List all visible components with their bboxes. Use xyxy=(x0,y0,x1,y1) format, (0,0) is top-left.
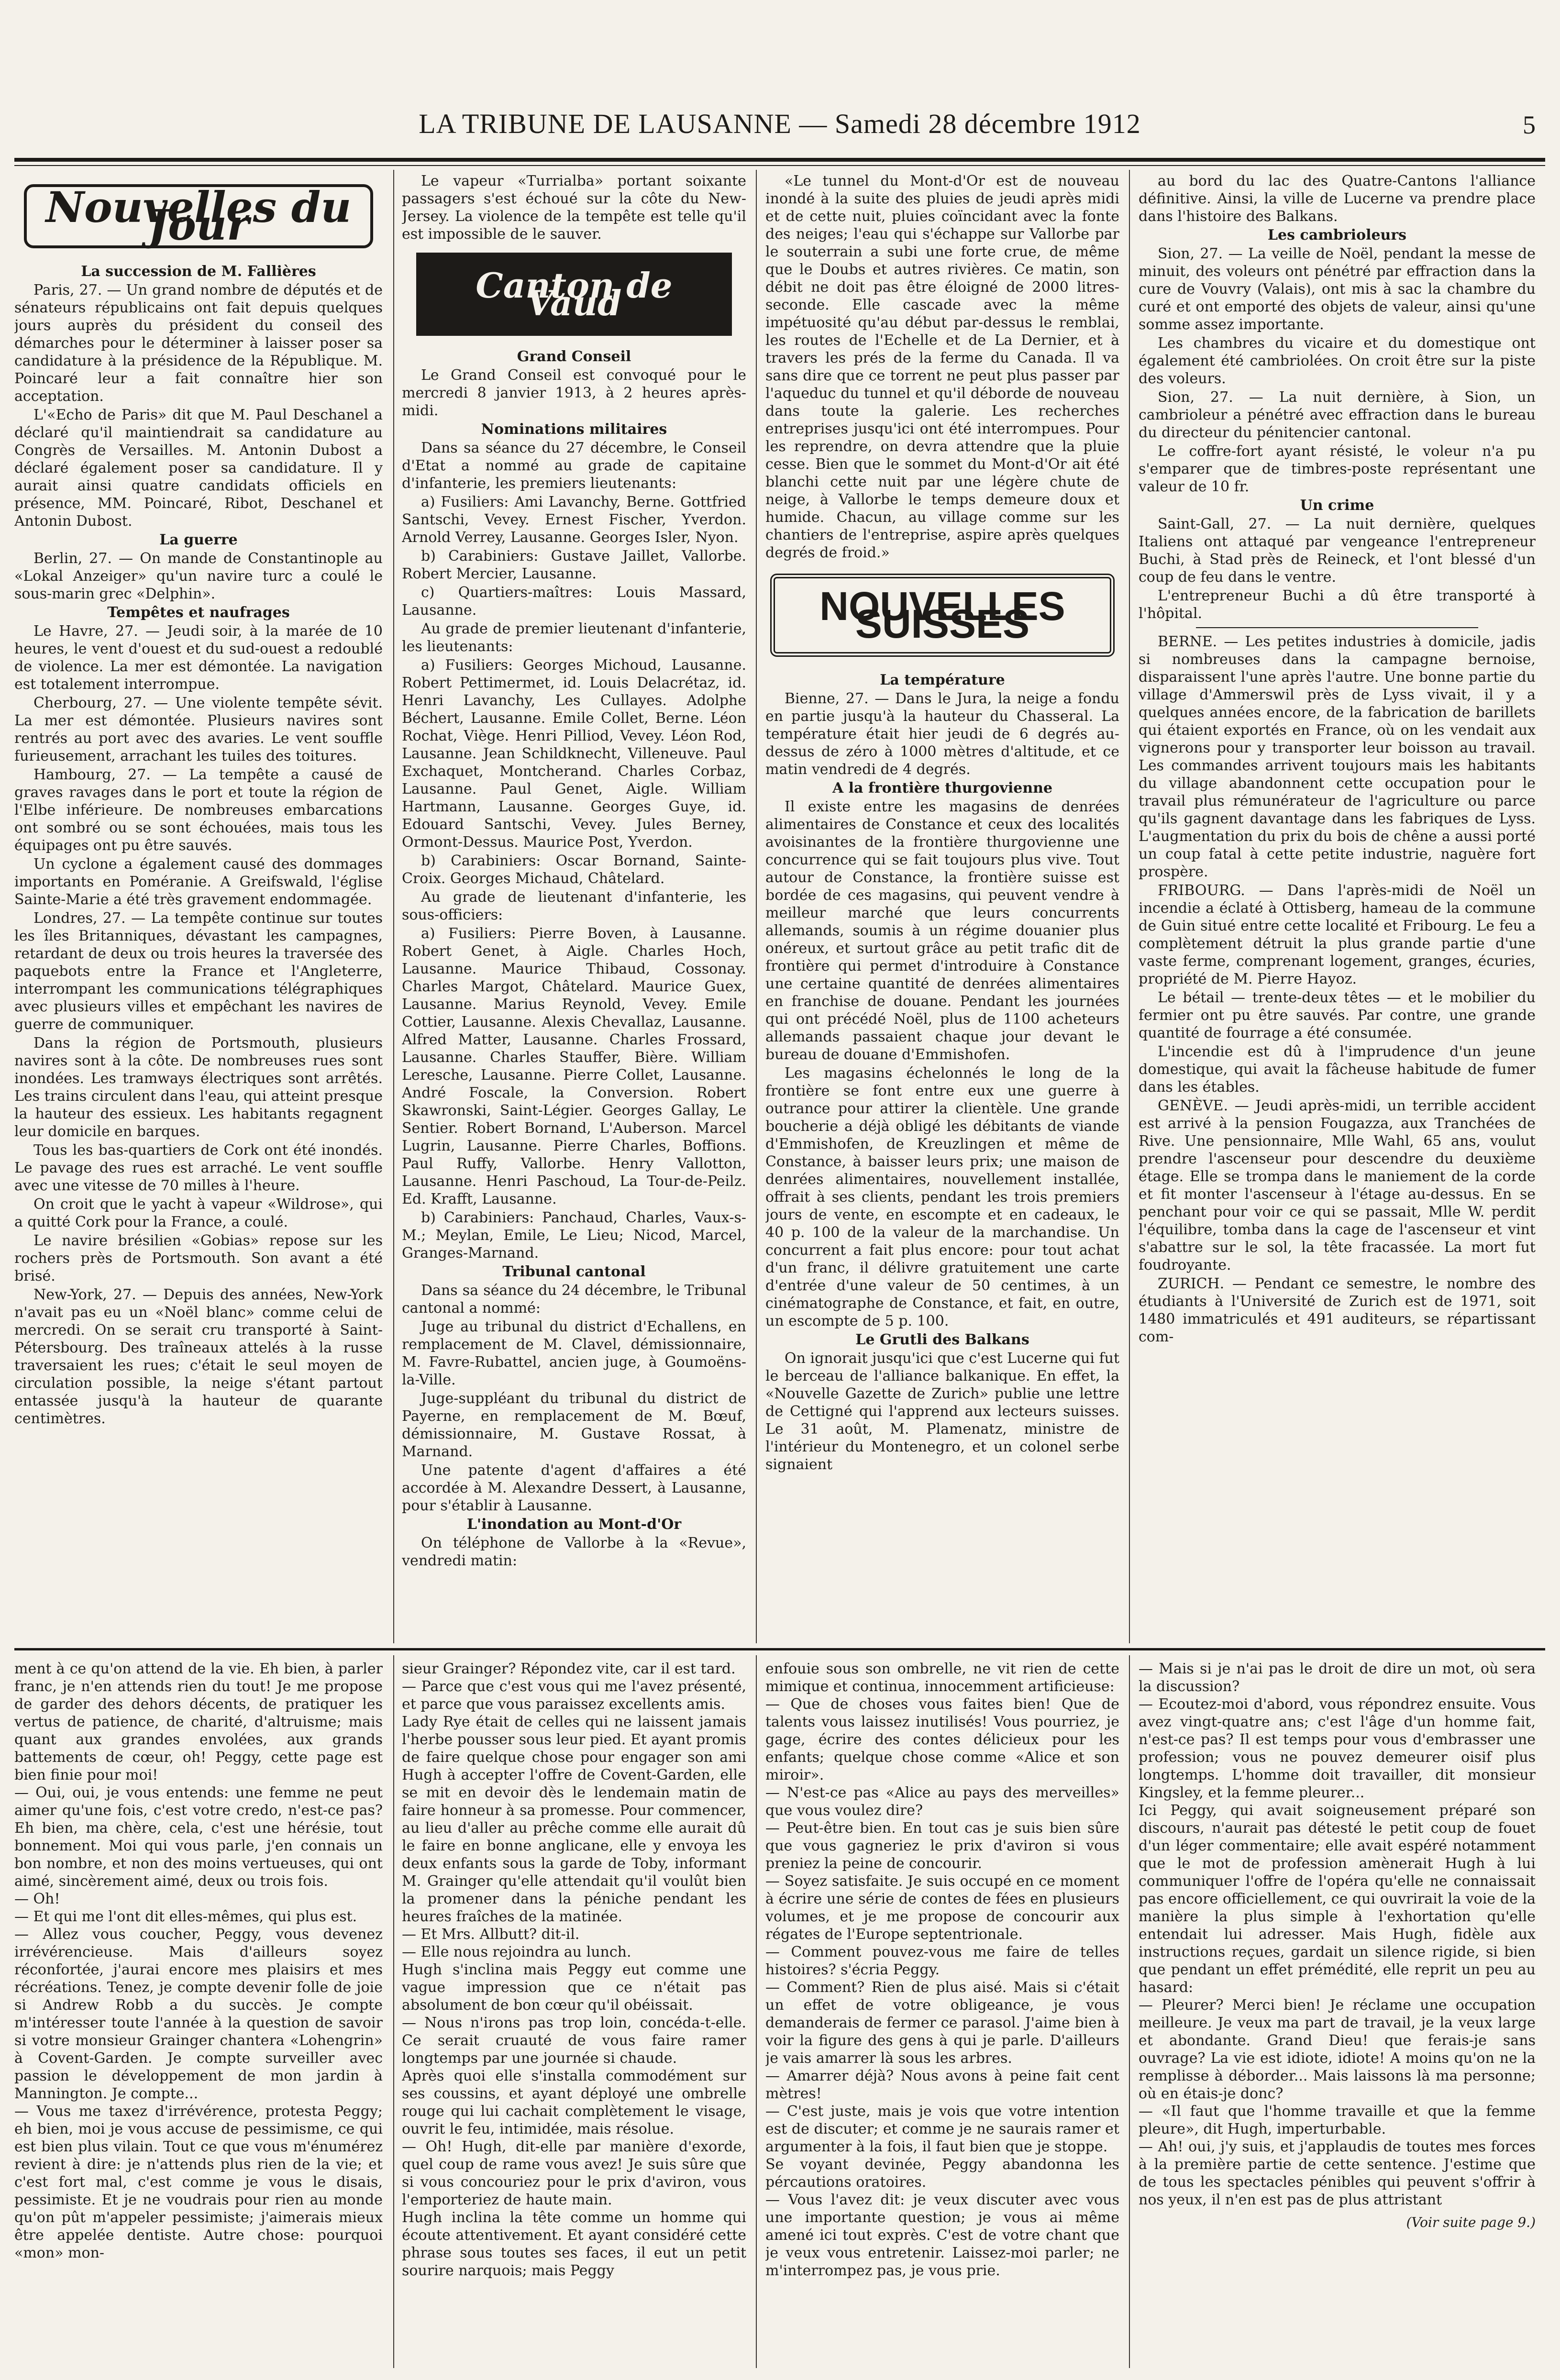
section-heading: Un crime xyxy=(1300,497,1374,514)
article-paragraph: Tous les bas-quartiers de Cork ont été inondés. Le pavage des rues est arraché. Le vent souffle avec une vitesse de 70 milles à l'heure. xyxy=(14,1142,383,1194)
article-paragraph: Le Havre, 27. — Jeudi soir, à la marée de 10 heures, le vent d'ouest et du sud-ouest a redoublé de violence. La mer est démontée. La navigation est totalement interrompue. xyxy=(14,623,383,693)
section-heading: Nominations militaires xyxy=(481,421,667,438)
article-paragraph: b) Carabiniers: Oscar Bornand, Sainte-Croix. Georges Michaud, Châtelard. xyxy=(402,852,746,887)
article-paragraph: Dans sa séance du 27 décembre, le Conseil d'Etat a nommé au grade de capitaine d'infanterie, les premiers lieutenants: xyxy=(402,440,746,492)
article-paragraph: Les magasins échelonnés le long de la frontière se font entre eux une guerre à outrance pour attirer la clientèle. Une grande boucherie a déjà obligé les débitants de viande d'Emmishofen, de Kreuzlingen et même de Constance, à baisser leurs prix; une maison de denrées alimentaires, nouvellement installée, offrait à ses clients, pendant les trois premiers jours de vente, en escompte et en cadeaux, le 40 p. 100 de la valeur de la marchandise. Un concurrent a fait plus encore: pour tout achat d'un franc, il délivre gratuitement une carte d'entrée d'une valeur de 50 centimes, à un cinématographe de Constance, et fait, en outre, un escompte de 5 p. 100. xyxy=(765,1065,1119,1329)
article-paragraph: L'«Echo de Paris» dit que M. Paul Deschanel a déclaré qu'il maintiendrait sa candidature au Congrès de Versailles. M. Antonin Dubost a déclaré également poser sa candidature. Il y aurait ainsi quatre candidats officiels en présence, MM. Poincaré, Ribot, Deschanel et Antonin Dubost. xyxy=(14,407,383,530)
feuilleton-column-4 xyxy=(1139,1660,1536,2366)
article-paragraph: L'incendie est dû à l'imprudence d'un jeune domestique, qui avait la fâcheuse habitude de fumer dans les étables. xyxy=(1139,1043,1536,1096)
article-paragraph: On croit que le yacht à vapeur «Wildrose», qui a quitté Cork pour la France, a coulé. xyxy=(14,1196,383,1230)
masthead-rule-thin xyxy=(14,165,1545,166)
section-heading: L'inondation au Mont-d'Or xyxy=(466,1516,682,1533)
article-paragraph: Il existe entre les magasins de denrées alimentaires de Constance et ceux des localités avoisinantes de la frontière thurgovienne une concurrence qui se fait toujours plus vive. Tout autour de Constance, la frontière suisse est bordée de ces magasins, qui peuvent vendre à meilleur marché que leurs concurrents allemands, soumis à un régime douanier plus onéreux, et surtout grâce au petit trafic dit de frontière qui permet d'introduire à Constance une certaine quantité de denrées alimentaires en franchise de douane. Pendant les journées qui ont précédé Noël, plus de 1100 acheteurs allemands passaient chaque jour devant le bureau de douane d'Emmishofen. xyxy=(765,798,1119,1063)
article-paragraph: Sion, 27. — La veille de Noël, pendant la messe de minuit, des voleurs ont pénétré par effraction dans la cure de Vouvry (Valais), ont mis à sac la chambre du curé et ont emporté des objets de valeur, ainsi qu'une somme assez importante. xyxy=(1139,245,1536,333)
article-paragraph: Saint-Gall, 27. — La nuit dernière, quelques Italiens ont attaqué par vengeance l'entrepreneur Buchi, à Stad près de Reineck, et l'ont blessé d'un coup de feu dans le ventre. xyxy=(1139,516,1536,586)
feuilleton-column-1: ment à ce qu'on attend de la vie. Eh bien, à parler franc, je n'en attends rien du tout! Je me propose de garder des dehors décents, de pratiquer les vertus de patience, de charité, d'altruisme; mais quant aux grandes envolées, aux grands battements de cœur, oh! Peggy, cette page est bien finie pour moi! — Oui, oui, je vous entends: une femme ne peut aimer qu'une fois, c'est votre credo, n'est-ce pas? Eh bien, ma chère, cela, c'est une hérésie, tout bonnement. Moi qui vous parle, j'en connais un bon nombre, et non des moins vertueuses, qui ont aimé, sincèrement aimé, deux ou trois fois. — Oh! — Et qui me l'ont dit elles-mêmes, qui plus est. — Allez vous coucher, Peggy, vous devenez irrévérencieuse. Mais d'ailleurs soyez réconfortée, j'aurai encore mes plaisirs et mes récréations. Tenez, je compte devenir folle de joie si Andrew Robb a du succès. Je compte m'intéresser toute l'année à la question de savoir si votre monsieur Grainger chantera «Lohengrin» à Covent-Garden. Je compte surveiller avec passion le développement de mon jardin à Mannington. Je compte... — Vous me taxez d'irrévérence, protesta Peggy; eh bien, moi je vous accuse de pessimisme, ce qui est bien plus vilain. Tout ce que vous m'énumérez revient à dire: je n'attends plus rien de la vie; et c'est fort mal, c'est comme je vous le disais, pessimiste. Et je ne voudrais pour rien au monde qu'on pût m'appeler pessimiste; j'aimerais mieux être appelée dentiste. Autre chose: pourquoi «mon» mon- xyxy=(14,1660,383,2261)
article-paragraph: On ignorait jusqu'ici que c'est Lucerne qui fut le berceau de l'alliance balkanique. En effet, la «Nouvelle Gazette de Zurich» publie une lettre de Cettigné qui l'apprend aux lecteurs suisses. Le 31 août, M. Plamenatz, ministre de l'intérieur du Montenegro, et un colonel serbe signaient xyxy=(765,1350,1119,1473)
column-divider xyxy=(1129,170,1130,1643)
continuation-note: (Voir suite page 9.) xyxy=(1406,2214,1536,2230)
article-paragraph: GENÈVE. — Jeudi après-midi, un terrible accident est arrivé à la pension Fougazza, aux Tranchées de Rive. Une pensionnaire, Mlle Wahl, 65 ans, voulut prendre l'ascenseur pour descendre du deuxième étage. Elle se trompa dans le maniement de la corde et fit monter l'ascenseur à l'étage au-dessus. En se penchant pour voir ce qui se passait, Mlle W. perdit l'équilibre, tomba dans la cage de l'ascenseur et vint s'abattre sur le sol, la tête fracassée. La mort fut foudroyante. xyxy=(1139,1097,1536,1273)
article-paragraph: Hambourg, 27. — La tempête a causé de graves ravages dans le port et toute la région de l'Elbe inférieure. De nombreuses embarcations ont sombré ou se sont échouées, mais tous les équipages ont pu être sauvés. xyxy=(14,766,383,854)
article-paragraph: Les chambres du vicaire et du domestique ont également été cambriolées. On croit être sur la piste des voleurs. xyxy=(1139,335,1536,387)
column-divider xyxy=(756,170,757,1643)
banner-nouvelles-du-jour: Nouvelles du Jour xyxy=(24,184,373,248)
article-paragraph: Londres, 27. — La tempête continue sur toutes les îles Britanniques, dévastant les campagnes, retardant de deux ou trois heures la traversée des paquebots entre la France et l'Angleterre, interrompant les communications télégraphiques avec plusieurs villes et empêchant les navires de guerre de communiquer. xyxy=(14,910,383,1033)
article-paragraph: ZURICH. — Pendant ce semestre, le nombre des étudiants à l'Université de Zurich est de 1971, soit 1480 immatriculés et 491 auditeurs, se répartissant com- xyxy=(1139,1275,1536,1345)
section-heading: Grand Conseil xyxy=(517,348,631,365)
article-paragraph: a) Fusiliers: Georges Michoud, Lausanne. Robert Pettimermet, id. Louis Delacrétaz, id. Henri Lavanchy, Les Cullayes. Adolphe Béchert, Lausanne. Emile Collet, Berne. Léon Rochat, Viège. Henri Pilliod, Vevey. Léon Rod, Lausanne. Jean Schildknecht, Villeneuve. Paul Exchaquet, Montcherand. Charles Corbaz, Lausanne. Paul Genet, Aigle. William Hartmann, Lausanne. Georges Guye, id. Edouard Santschi, Vevey. Jules Berney, Ormont-Dessus. Maurice Post, Yverdon. xyxy=(402,657,746,851)
article-paragraph: Cherbourg, 27. — Une violente tempête sévit. La mer est démontée. Plusieurs navires sont rentrés au port avec des avaries. Le vent souffle furieusement, arrachant les tuiles des toitures. xyxy=(14,695,383,764)
article-paragraph: Bienne, 27. — Dans le Jura, la neige a fondu en partie jusqu'à la hauteur du Chasseral. La température était hier jeudi de 6 degrés au-dessus de zéro à 1000 mètres d'altitude, et ce matin vendredi de 4 degrés. xyxy=(765,690,1119,778)
article-paragraph: FRIBOURG. — Dans l'après-midi de Noël un incendie a éclaté à Ottisberg, hameau de la commune de Guin situé entre cette localité et Fribourg. Le feu a complètement détruit la plus grande partie d'une vaste ferme, comprenant logement, granges, écuries, propriété de M. Pierre Hayoz. xyxy=(1139,882,1536,987)
article-paragraph: Au grade de lieutenant d'infanterie, les sous-officiers: xyxy=(402,889,746,923)
article-paragraph: b) Carabiniers: Gustave Jaillet, Vallorbe. Robert Mercier, Lausanne. xyxy=(402,548,746,582)
column-divider xyxy=(393,170,394,1643)
banner-canton-de-vaud: Canton de Vaud xyxy=(416,253,732,336)
article-paragraph: a) Fusiliers: Pierre Boven, à Lausanne. Robert Genet, à Aigle. Charles Hoch, Lausanne. Maurice Thibaud, Cossonay. Charles Margot, Châtelard. Maurice Guex, Lausanne. Marius Reynold, Vevey. Emile Cottier, Lausanne. Alexis Chevallaz, Lausanne. Alfred Matter, Lausanne. Charles Frossard, Lausanne. Charles Stauffer, Bière. William Leresche, Lausanne. Pierre Collet, Lausanne. André Foscale, la Conversion. Robert Skawronski, Saint-Légier. Georges Gallay, Le Sentier. Robert Bornand, L'Auberson. Marcel Lugrin, Lausanne. Pierre Charles, Boffions. Paul Ruffy, Vallorbe. Henry Vallotton, Lausanne. Henri Paschoud, La Tour-de-Peilz. Ed. Krafft, Lausanne. xyxy=(402,925,746,1207)
article-paragraph: Le coffre-fort ayant résisté, le voleur n'a pu s'emparer que de timbres-poste représentant une valeur de 10 fr. xyxy=(1139,443,1536,495)
article-paragraph: Dans sa séance du 24 décembre, le Tribunal cantonal a nommé: xyxy=(402,1282,746,1317)
feuilleton-rule xyxy=(14,1648,1545,1650)
masthead-rule-thick xyxy=(14,158,1545,162)
article-paragraph: Le Grand Conseil est convoqué pour le mercredi 8 janvier 1913, à 2 heures après-midi. xyxy=(402,367,746,419)
article-paragraph: Paris, 27. — Un grand nombre de députés et de sénateurs républicains ont fait depuis quelques jours auprès du président du conseil des démarches pour le déterminer à laisser poser sa candidature à la présidence de la République. M. Poincaré leur a fait connaître hier son acceptation. xyxy=(14,282,383,405)
section-heading: Les cambrioleurs xyxy=(1267,227,1407,244)
section-heading: La température xyxy=(880,672,1005,688)
column-canton-de-vaud xyxy=(402,172,746,1631)
section-heading: Tribunal cantonal xyxy=(502,1263,646,1280)
article-paragraph: au bord du lac des Quatre-Cantons l'alliance définitive. Ainsi, la ville de Lucerne va prendre place dans l'histoire des Balkans. xyxy=(1139,173,1536,225)
masthead xyxy=(14,98,1545,155)
article-paragraph: Le bétail — trente-deux têtes — et le mobilier du fermier ont pu être sauvés. Par contre, une grande quantité de fourrage a été consumée. xyxy=(1139,989,1536,1041)
article-paragraph: On téléphone de Vallorbe à la «Revue», vendredi matin: xyxy=(402,1535,746,1569)
article-paragraph: Dans la région de Portsmouth, plusieurs navires sont à la côte. De nombreuses rues sont inondées. Les tramways électriques sont arrêtés. Les trains circulent dans l'eau, qui atteint presque la hauteur des essieux. Les habitants regagnent leur domicile en barques. xyxy=(14,1035,383,1140)
column-divider xyxy=(1129,1655,1130,2368)
feuilleton-column-3: enfouie sous son ombrelle, ne vit rien de cette mimique et continua, innocemment artificieuse: — Que de choses vous faites bien! Que de talents vous laissez inutilisés! Vous pourriez, je gage, écrire des contes délicieux pour les enfants; quelque chose comme «Alice et son miroir». — N'est-ce pas «Alice au pays des merveilles» que vous voulez dire? — Peut-être bien. En tout cas je suis bien sûre que vous gagneriez le prix d'aviron si vous preniez la peine de concourir. — Soyez satisfaite. Je suis occupé en ce moment à écrire une série de contes de fées en plusieurs volumes, et je me propose de concourir aux régates de l'Europe septentrionale. — Comment pouvez-vous me faire de telles histoires? s'écria Peggy. — Comment? Rien de plus aisé. Mais si c'était un effet de votre obligeance, je vous demanderais de fermer ce parasol. J'aime bien à voir la figure des gens à qui je parle. D'ailleurs je vais amarrer là sous les arbres. — Amarrer déjà? Nous avons à peine fait cent mètres! — C'est juste, mais je vois que votre intention est de discuter; et comme je ne saurais ramer et argumenter à la fois, il faut bien que je stoppe. Se voyant devinée, Peggy abandonna les pércautions oratoires. — Vous l'avez dit: je veux discuter avec vous une importante question; je vous ai même amené ici tout exprès. C'est de votre chant que je veux vous entretenir. Laissez-moi parler; ne m'interrompez pas, je vous prie. xyxy=(765,1660,1119,2279)
article-paragraph: Une patente d'agent d'affaires a été accordée à M. Alexandre Dessert, à Lausanne, pour s'établir à Lausanne. xyxy=(402,1462,746,1514)
article-paragraph: L'entrepreneur Buchi a dû être transporté à l'hôpital. xyxy=(1139,587,1536,622)
article-paragraph: Au grade de premier lieutenant d'infanterie, les lieutenants: xyxy=(402,620,746,655)
feuilleton-column-2: sieur Grainger? Répondez vite, car il est tard. — Parce que c'est vous qui me l'avez présenté, et parce que vous paraissez excellents amis. Lady Rye était de celles qui ne laissent jamais l'herbe pousser sous leur pied. Et ayant promis de faire quelque chose pour engager son ami Hugh à accepter l'offre de Covent-Garden, elle se mit en devoir dès le lendemain matin de faire honneur à sa promesse. Pour commencer, au lieu d'aller au prêche comme elle aurait dû le faire en bonne anglicane, elle y envoya les deux enfants sous la garde de Toby, informant M. Grainger qu'elle attendait qu'il voulût bien la promener dans la péniche pendant les heures fraîches de la matinée. — Et Mrs. Allbutt? dit-il. — Elle nous rejoindra au lunch. Hugh s'inclina mais Peggy eut comme une vague impression que ce n'était pas absolument de bon cœur qu'il obéissait. — Nous n'irons pas trop loin, concéda-t-elle. Ce serait cruauté de vous faire ramer longtemps par une journée si chaude. Après quoi elle s'installa commodément sur ses coussins, et ayant déployé une ombrelle rouge qui lui cachait complètement le visage, ouvrit le feu, intimidée, mais résolue. — Oh! Hugh, dit-elle par manière d'exorde, quel coup de rame vous avez! Je suis sûre que si vous concouriez pour le prix d'aviron, vous l'emporteriez de haute main. Hugh inclina la tête comme un homme qui écoute attentivement. Et ayant considéré cette phrase sous toutes ses faces, il eut un petit sourire narquois; mais Peggy xyxy=(402,1660,746,2279)
article-paragraph: BERNE. — Les petites industries à domicile, jadis si nombreuses dans la campagne bernoise, disparaissent l'une après l'autre. Une bonne partie du village d'Ammerswil près de Lyss vivait, il y a quelques années encore, de la fabrication de barillets qui étaient exportés en France, où on les vendait aux vignerons pour y transporter leur boisson au travail. Les commandes arrivent toujours mais les habitants du village abandonnent cette occupation pour le travail plus rémunérateur de l'agriculture ou parce qu'ils gagnent davantage dans les fabriques de Lyss. L'augmentation du prix du bois de chêne a aussi porté un coup fatal à cette petite industrie, naguère fort prospère. xyxy=(1139,633,1536,880)
section-heading: Tempêtes et naufrages xyxy=(107,604,290,621)
article-paragraph: Le navire brésilien «Gobias» repose sur les rochers près de Portsmouth. Son avant a été brisé. xyxy=(14,1232,383,1284)
newspaper-title: LA TRIBUNE DE LAUSANNE — Samedi 28 décembre 1912 xyxy=(419,108,1141,139)
column-nouvelles-suisses xyxy=(765,172,1119,1631)
section-heading: La guerre xyxy=(159,531,238,548)
column-nouvelles-suisses-cont xyxy=(1139,172,1536,1631)
article-paragraph: Berlin, 27. — On mande de Constantinople au «Lokal Anzeiger» qu'un navire turc a coulé le sous-marin grec «Delphin». xyxy=(14,550,383,602)
banner-nouvelles-suisses: NOUVELLES SUISSES xyxy=(770,574,1115,657)
article-paragraph: Sion, 27. — La nuit dernière, à Sion, un cambrioleur a pénétré avec effraction dans le bureau du directeur du pénitencier cantonal. xyxy=(1139,389,1536,441)
section-heading: Le Grutli des Balkans xyxy=(855,1331,1029,1348)
article-paragraph: Juge-suppléant du tribunal du district de Payerne, en remplacement de M. Bœuf, démissionnaire, M. Gustave Rossat, à Marnand. xyxy=(402,1390,746,1460)
article-paragraph: «Le tunnel du Mont-d'Or est de nouveau inondé à la suite des pluies de jeudi après midi et de cette nuit, pluies coïncidant avec la fonte des neiges; l'eau qui s'échappe sur Vallorbe par le souterrain a subi une forte crue, de même que le Doubs et autres rivières. Ce matin, son débit ne doit pas être éloigné de 2000 litres-seconde. Elle cascade avec la même impétuosité qu'au début par-dessus le remblai, les routes de l'Echelle et de La Dernier, et à travers les prés de la ferme du Canada. Il va sans dire que ce torrent ne peut plus passer par l'aqueduc du tunnel et qu'il déborde de nouveau dans toute la galerie. Les recherches entreprises jusqu'ici ont été interrompues. Pour les reprendre, on devra attendre que la pluie cesse. Bien que le sommet du Mont-d'Or ait été blanchi cette nuit par une légère chute de neige, à Vallorbe le temps demeure doux et humide. Chacun, au village comme sur les chantiers de l'entreprise, aspire après quelques degrés de froid.» xyxy=(765,173,1119,561)
column-divider xyxy=(393,1655,394,2368)
article-paragraph: c) Quartiers-maîtres: Louis Massard, Lausanne. xyxy=(402,584,746,619)
article-paragraph: a) Fusiliers: Ami Lavanchy, Berne. Gottfried Santschi, Vevey. Ernest Fischer, Yverdon. Arnold Verrey, Lausanne. Georges Isler, Nyon. xyxy=(402,494,746,546)
article-paragraph: Le vapeur «Turrialba» portant soixante passagers s'est échoué sur la côte du New-Jersey. La violence de la tempête est telle qu'il est impossible de le sauver. xyxy=(402,173,746,243)
section-heading: A la frontière thurgovienne xyxy=(832,780,1053,797)
section-heading: La succession de M. Fallières xyxy=(81,263,316,280)
page-number: 5 xyxy=(1523,111,1536,139)
feuilleton-text: — Mais si je n'ai pas le droit de dire un mot, où sera la discussion? — Ecoutez-moi d'abord, vous répondrez ensuite. Vous avez vingt-quatre ans; c'est l'âge d'un homme fait, n'est-ce pas? Il est temps pour vous d'embrasser une profession; vous ne pouvez demeurer oisif plus longtemps. L'homme doit travailler, dit monsieur Kingsley, et la femme pleurer... Ici Peggy, qui avait soigneusement préparé son discours, n'aurait pas détesté le petit coup de fouet d'un léger commentaire; elle avait espéré notamment que le mot de profession amènerait Hugh à lui communiquer l'offre de l'opéra qu'elle ne connaissait pas encore officiellement, ce qui ouvrirait la voie de la manière la plus simple à l'exhortation qu'elle entendait lui adresser. Mais Hugh, fidèle aux instructions reçues, gardait un silence rigide, si bien que pendant un effet prémédité, elle reprit un peu au hasard: — Pleurer? Merci bien! Je réclame une occupation meilleure. Je veux ma part de travail, je la veux large et abondante. Grand Dieu! que ferais-je sans ouvrage? La vie est idiote, idiote! A moins qu'on ne la remplisse à déborder... Mais laissons là ma personne; où en étais-je donc? — «Il faut que l'homme travaille et que la femme pleure», dit Hugh, imperturbable. — Ah! oui, j'y suis, et j'applaudis de toutes mes forces à la première partie de cette sentence. J'estime que de tous les spectacles pénibles qui peuvent s'offrir à nos yeux, il n'en est pas de plus attristant xyxy=(1139,1660,1536,2208)
article-paragraph: New-York, 27. — Depuis des années, New-York n'avait pas eu un «Noël blanc» comme celui de mercredi. On se serait cru transporté à Saint-Pétersbourg. Des traîneaux attelés à la russe traversaient les rues; c'était le seul moyen de circulation possible, la neige s'étant partout entassée jusqu'à la hauteur de quarante centimètres. xyxy=(14,1286,383,1427)
column-nouvelles-du-jour xyxy=(14,172,383,1631)
article-paragraph: Un cyclone a également causé des dommages importants en Poméranie. A Greifswald, l'église Sainte-Marie a été très gravement endommagée. xyxy=(14,856,383,908)
section-divider xyxy=(1196,627,1478,628)
column-divider xyxy=(756,1655,757,2368)
article-paragraph: b) Carabiniers: Panchaud, Charles, Vaux-s-M.; Meylan, Emile, Le Lieu; Nicod, Marcel, Granges-Marnand. xyxy=(402,1209,746,1262)
article-paragraph: Juge au tribunal du district d'Echallens, en remplacement de M. Clavel, démissionnaire, M. Favre-Rubattel, ancien juge, à Goumoëns-la-Ville. xyxy=(402,1318,746,1388)
